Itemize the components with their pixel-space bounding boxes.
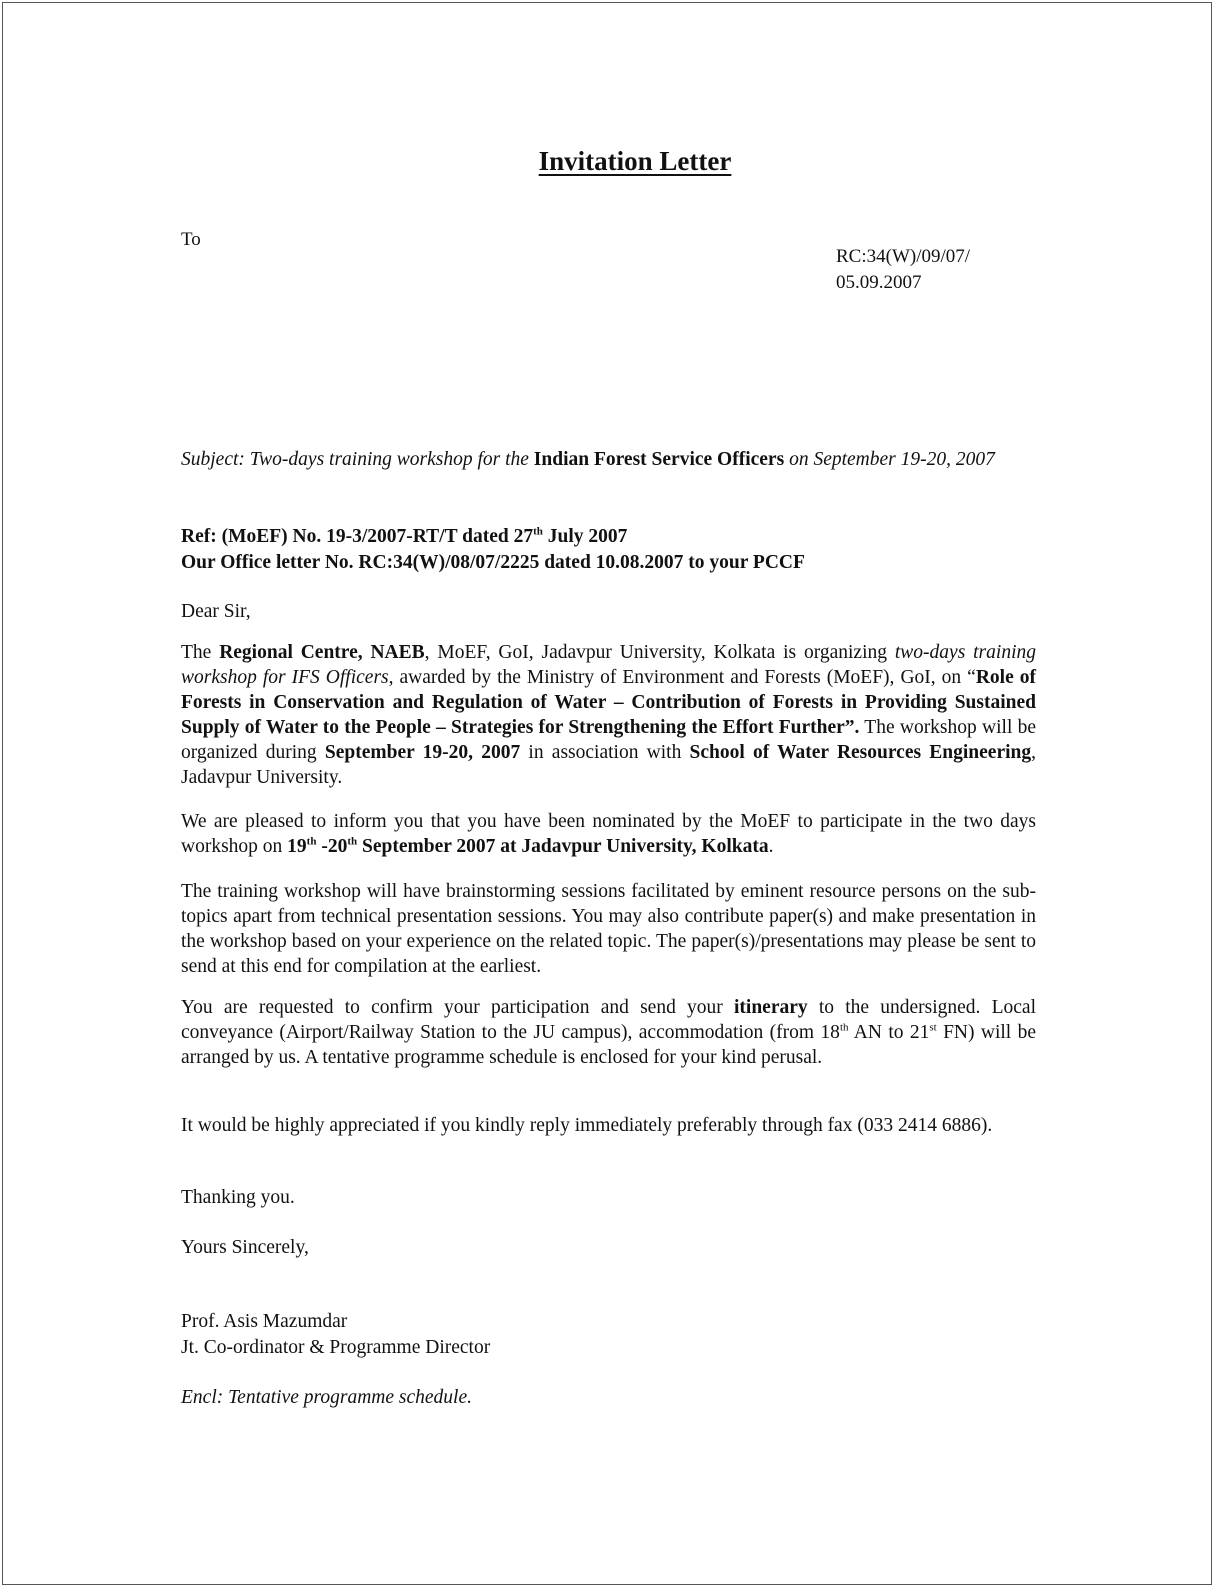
paragraph-logistics [181,995,1036,1070]
ordinal-suffix: th [839,1021,849,1034]
reference-moef [181,524,1036,550]
subject-audience: Indian Forest Service Officers [533,449,785,470]
text: We are pleased to inform you that you have been nominated by the MoEF to participate in the two days workshop on [181,811,1036,857]
paragraph-sessions: The training workshop will have brainstorming sessions facilitated by eminent resource persons on the sub-topics apart from technical presentation sessions. You may also contribute paper(s) and make presentation in the workshop based on your experience on the related topic. The paper(s)/presentations may please be sent to send at this end for compilation at the earliest. [181,881,1036,977]
reference-moef-text: Ref: (MoEF) No. 19-3/2007-RT/T dated 27 [181,526,534,547]
reference-date: 05.09.2007 [836,272,922,293]
recipient-label: To [181,229,201,250]
organizer-name: Regional Centre, NAEB [219,642,425,663]
workshop-dates: September 19-20, 2007 [324,742,521,763]
salutation: Dear Sir, [181,601,251,622]
paragraph-introduction [181,640,1036,790]
thanks-line: Thanking you. [181,1187,295,1208]
reference-moef-date: July 2007 [542,526,628,547]
references [181,524,1036,576]
workshop-type: two-days training workshop for IFS Officers [181,642,1036,688]
text: . [768,836,774,857]
venue: September 2007 at Jadavpur University, Kolkata [357,836,769,857]
date-end: -20 [316,836,348,857]
text: The [181,642,220,663]
text: to the undersigned. Local conveyance (Airport/Railway Station to the JU campus), accommodation (from 18 [181,997,1036,1043]
text: You are requested to confirm your participation and send your [181,997,734,1018]
itinerary-keyword: itinerary [733,997,808,1018]
ordinal-suffix: th [306,835,317,848]
paragraph-nomination [181,809,1036,859]
signatory-name: Prof. Asis Mazumdar [181,1311,348,1332]
page-title: Invitation Letter [538,146,732,176]
paragraph-reply-request: It would be highly appreciated if you kindly reply immediately preferably through fax (033 2414 6886). [181,1115,993,1136]
text: AN to 21 [848,1022,930,1043]
subject-suffix: on September 19-20, 2007 [784,449,995,470]
text: , Jadavpur University. [181,742,1036,788]
text: , MoEF, GoI, Jadavpur University, Kolkata is organizing [424,642,895,663]
subject-prefix: Subject: Two-days training workshop for the [181,449,534,470]
partner-school: School of Water Resources Engineering [689,742,1032,763]
date-start: 19 [287,836,307,857]
subject-line [181,447,1036,472]
reference-number [836,244,970,296]
reference-number-code: RC:34(W)/09/07/ [836,246,971,267]
signatory-designation: Jt. Co-ordinator & Programme Director [181,1337,491,1358]
ordinal-suffix: th [533,525,543,538]
text: The workshop will be organized during [181,717,1037,763]
ordinal-suffix: st [929,1021,937,1034]
text: , awarded by the Ministry of Environment and Forests (MoEF), GoI, on “ [388,667,976,688]
closing-line: Yours Sincerely, [181,1237,309,1258]
ordinal-suffix: th [347,835,358,848]
text: in association with [520,742,690,763]
signature-block [181,1309,1036,1361]
workshop-theme: Role of Forests in Conservation and Regulation of Water – Contribution of Forests in Providing Sustained Supply of Water to the People – Strategies for Strengthening the Effort Further”. [181,667,1036,738]
reference-office-letter: Our Office letter No. RC:34(W)/08/07/2225 dated 10.08.2007 to your PCCF [181,552,805,573]
enclosure-note: Encl: Tentative programme schedule. [181,1387,472,1408]
text: FN) will be arranged by us. A tentative programme schedule is enclosed for your kind perusal. [181,1022,1036,1068]
